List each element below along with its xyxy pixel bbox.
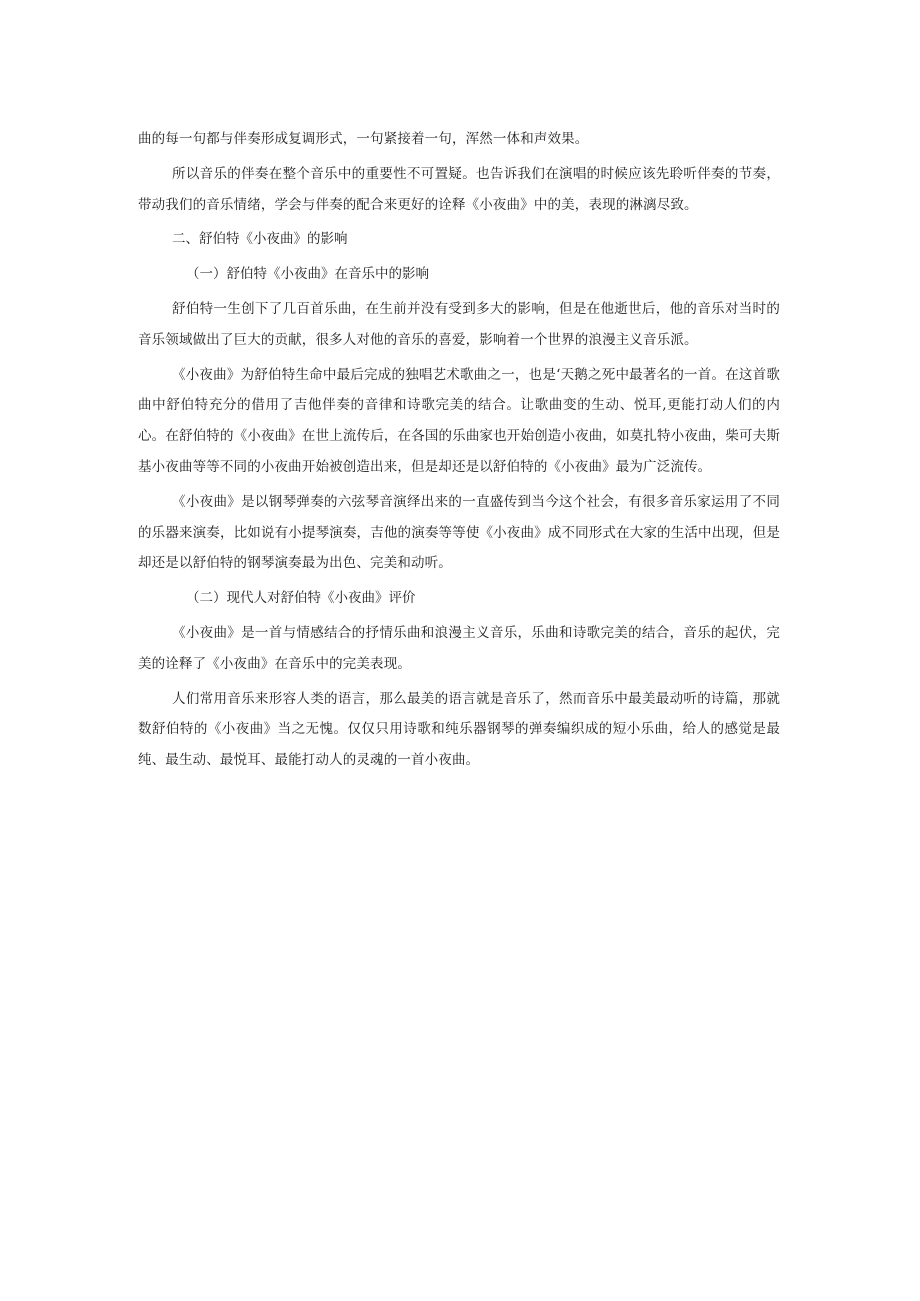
paragraph: 《小夜曲》是一首与情感结合的抒情乐曲和浪漫主义音乐，乐曲和诗歌完美的结合，音乐的起伏，完美的诠释了《小夜曲》在音乐中的完美表现。 (138, 624, 780, 672)
subsection-heading: （二）现代人对舒伯特《小夜曲》评价 (186, 590, 416, 607)
paragraph: 所以音乐的伴奏在整个音乐中的重要性不可置疑。也告诉我们在演唱的时候应该先聆听伴奏的节奏，带动我们的音乐情绪，学会与伴奏的配合来更好的诠释《小夜曲》中的美，表现的淋漓尽致。 (138, 165, 780, 213)
paragraph-continued: 曲的每一句都与伴奏形成复调形式，一句紧接着一句，浑然一体和声效果。 (138, 131, 589, 147)
paragraph: 《小夜曲》为舒伯特生命中最后完成的独唱艺术歌曲之一，也是‘天鹅之死中最著名的一首。在这首歌曲中舒伯特充分的借用了吉他伴奏的音律和诗歌完美的结合。让歌曲变的生动、悦耳,更能打动人们的内心。在舒伯特的《小夜曲》在世上流传后，在各国的乐曲家也开始创造小夜曲，如莫扎特小夜曲，柴可夫斯基小夜曲等等不同的小夜曲开始被创造出来，但是却还是以舒伯特的《小夜曲》最为广泛流传。 (138, 366, 780, 475)
document-body (138, 124, 780, 780)
paragraph: 舒伯特一生创下了几百首乐曲，在生前并没有受到多大的影响，但是在他逝世后，他的音乐对当时的音乐领域做出了巨大的贡献，很多人对他的音乐的喜爱，影响着一个世界的浪漫主义音乐派。 (138, 300, 780, 348)
paragraph: 《小夜曲》是以钢琴弹奏的六弦琴音演绎出来的一直盛传到当今这个社会，有很多音乐家运用了不同的乐器来演奏，比如说有小提琴演奏，吉他的演奏等等使《小夜曲》成不同形式在大家的生活中出现，但是却还是以舒伯特的钢琴演奏最为出色、完美和动听。 (138, 493, 780, 572)
section-heading: 二、舒伯特《小夜曲》的影响 (172, 231, 348, 248)
subsection-heading: （一）舒伯特《小夜曲》在音乐中的影响 (186, 266, 429, 283)
paragraph: 人们常用音乐来形容人类的语言，那么最美的语言就是音乐了，然而音乐中最美最动听的诗篇，那就数舒伯特的《小夜曲》当之无愧。仅仅只用诗歌和纯乐器钢琴的弹奏编织成的短小乐曲，给人的感觉是最纯、最生动、最悦耳、最能打动人的灵魂的一首小夜曲。 (138, 690, 780, 769)
